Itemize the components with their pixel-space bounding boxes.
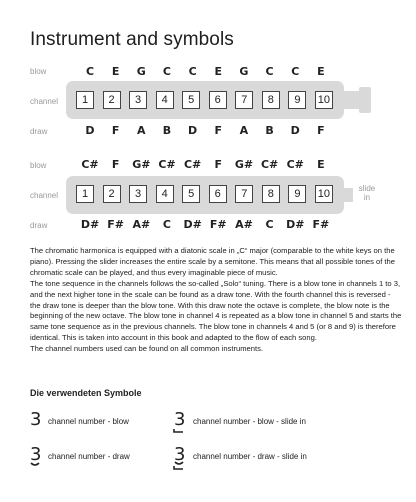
- symbol-label: channel number - draw: [48, 452, 130, 461]
- draw-row-label: draw: [30, 221, 48, 230]
- channel-box: 5: [182, 185, 200, 203]
- draw-mark-icon: [30, 462, 40, 468]
- blow-note: G#: [234, 158, 254, 171]
- draw-note: A#: [132, 218, 151, 231]
- draw-note: F: [214, 124, 223, 137]
- paragraph: The chromatic harmonica is equipped with a diatonic scale in „C“ major (comparable to the white keys on the piano). Pressing the slider increases the entire scale by a semitone. This means that all possible tones of the chromatic scale can be played, and thus every imaginable piece of music.: [30, 246, 395, 277]
- channel-box: 8: [262, 185, 280, 203]
- blow-note: C: [188, 65, 197, 78]
- channel-draw-symbol: 3: [30, 444, 42, 465]
- slide-in-label: slide in: [358, 184, 376, 202]
- draw-note: F#: [209, 218, 227, 231]
- draw-row-label: draw: [30, 127, 48, 136]
- draw-note: B: [265, 124, 274, 137]
- blow-note: C#: [286, 158, 304, 171]
- slide-bar-icon: [173, 428, 185, 434]
- page-title: Instrument and symbols: [30, 29, 234, 50]
- blow-note: G: [136, 65, 146, 78]
- blow-row-label: blow: [30, 67, 47, 76]
- harmonica-mouthpiece: [343, 91, 363, 109]
- draw-note: F: [317, 124, 325, 137]
- channel-box: 3: [129, 91, 147, 109]
- channel-box: 8: [262, 91, 280, 109]
- channel-box: 9: [288, 91, 306, 109]
- paragraph: The channel numbers used can be found on all common instruments.: [30, 344, 264, 354]
- blow-note: C: [162, 65, 171, 78]
- blow-note: E: [317, 65, 325, 78]
- draw-note: F#: [107, 218, 125, 231]
- draw-note: D: [188, 124, 198, 137]
- blow-note: E: [317, 158, 325, 171]
- channel-box: 6: [209, 185, 227, 203]
- draw-note: A#: [235, 218, 253, 231]
- symbol-label: channel number - blow - slide in: [193, 417, 306, 426]
- channel-box: 2: [103, 185, 121, 203]
- channel-box: 3: [129, 185, 147, 203]
- channel-blow-slide-symbol: 3: [174, 409, 186, 430]
- draw-note: B: [162, 124, 172, 137]
- draw-slide-mark-icon: [173, 461, 185, 471]
- channel-box: 7: [235, 185, 253, 203]
- draw-note: C: [265, 218, 274, 231]
- blow-note: C#: [81, 158, 99, 171]
- blow-row-label: blow: [30, 161, 47, 170]
- draw-note: C: [162, 218, 171, 231]
- blow-note: F: [111, 158, 120, 171]
- channel-box: 4: [156, 185, 174, 203]
- channel-draw-slide-symbol: 3: [174, 444, 186, 465]
- symbol-label: channel number - draw - slide in: [193, 452, 307, 461]
- channel-box: 5: [182, 91, 200, 109]
- blow-note: E: [111, 65, 120, 78]
- channel-box: 10: [315, 91, 333, 109]
- channel-blow-symbol: 3: [30, 409, 42, 430]
- diagram1-draw-notes: [78, 124, 333, 137]
- channel-box: 10: [315, 185, 333, 203]
- blow-note: C#: [260, 158, 279, 171]
- channel-box: 1: [76, 91, 94, 109]
- draw-note: D#: [286, 218, 305, 231]
- channel-box: 7: [235, 91, 253, 109]
- blow-note: C#: [183, 158, 202, 171]
- blow-note: F: [214, 158, 223, 171]
- channel-box: 4: [156, 91, 174, 109]
- diagram2-draw-notes: [78, 218, 333, 231]
- blow-note: C: [265, 65, 274, 78]
- draw-note: D: [290, 124, 300, 137]
- draw-note: D#: [183, 218, 202, 231]
- draw-note: D#: [80, 218, 100, 231]
- draw-note: A: [137, 124, 146, 137]
- channel-row-label: channel: [30, 97, 59, 106]
- paragraph: The tone sequence in the channels follows the so-called „Solo“ tuning. There is a blow tone in channels 1 to 3, and the next higher tone in the scale can be found as a draw tone. With the fourth channel this is reversed - the draw tone is deeper than the blow tone. With this draw note the octave is complete, the blow note is the beginning of the new octave. The blow tone in channel 4 is repeated as a blow tone in channel 5 and starts the same tone sequence as in the previous channels. The blow tone in channels 4 and 5 (or 8 and 9) is therefore identical. This is taken into account in this book and adapted to the flow of each song.: [30, 278, 402, 343]
- blow-note: C: [85, 65, 95, 78]
- draw-note: D: [85, 124, 95, 137]
- blow-note: C#: [158, 158, 176, 171]
- channel-box: 6: [209, 91, 227, 109]
- draw-note: A: [239, 124, 249, 137]
- blow-note: C: [291, 65, 300, 78]
- diagram2-blow-notes: [78, 158, 333, 171]
- draw-note: F: [111, 124, 120, 137]
- blow-note: G#: [132, 158, 151, 171]
- symbol-label: channel number - blow: [48, 417, 129, 426]
- channel-box: 2: [103, 91, 121, 109]
- symbols-heading: Die verwendeten Symbole: [30, 388, 142, 398]
- diagram1-channels: [76, 91, 333, 109]
- body-text: [30, 246, 402, 355]
- draw-note: F#: [312, 218, 330, 231]
- channel-box: 1: [76, 185, 94, 203]
- diagram1-blow-notes: [78, 65, 333, 78]
- diagram2-channels: [76, 185, 333, 203]
- harmonica-slide-end: [343, 188, 353, 202]
- channel-row-label: channel: [30, 191, 59, 200]
- blow-note: E: [214, 65, 223, 78]
- channel-box: 9: [288, 185, 306, 203]
- blow-note: G: [239, 65, 249, 78]
